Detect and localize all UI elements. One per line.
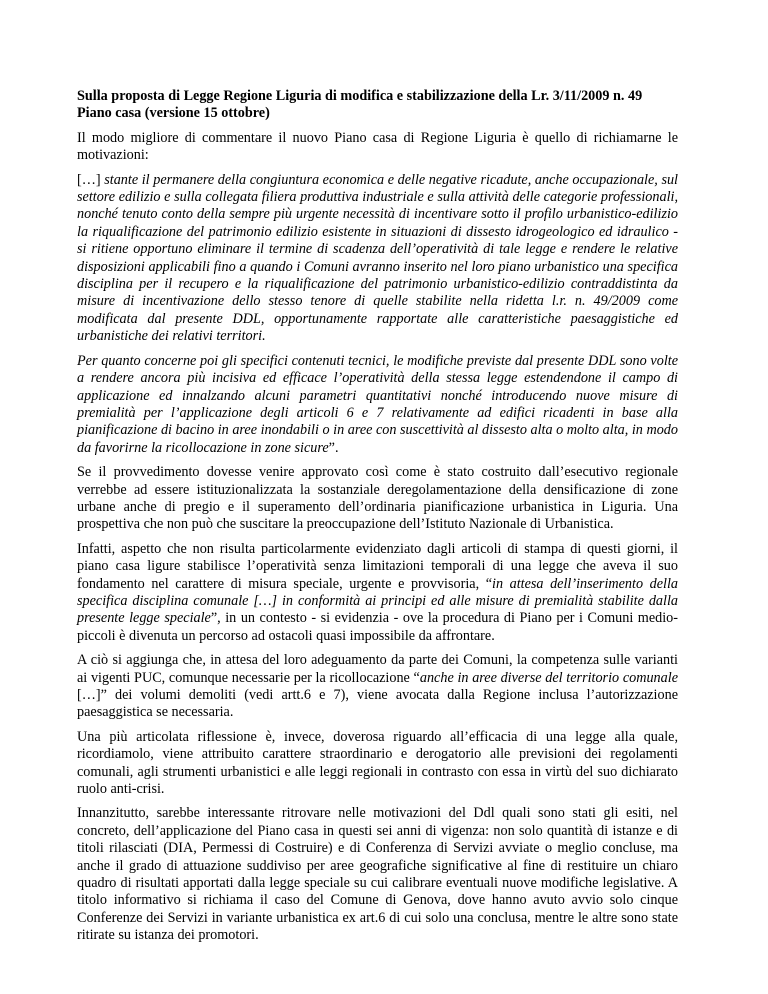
document-title: Sulla proposta di Legge Regione Liguria di modifica e stabilizzazione della Lr. 3/11/2009 n. 49 Piano casa (versione 15 ottobre) [77, 88, 643, 122]
quote-text: stante il permanere della congiuntura economica e delle negative ricadute, anche occupazionale, sul settore edilizio e sulla collegata filiera produttiva industriale e sulla attività delle categorie professionali, nonché tenuto conto della sempre più urgente necessità di incentivare sotto il profilo urbanistico-edilizio la riqualificazione del patrimonio edilizio esistente in situazioni di dissesto idrogeologico ed idraulico - si ritiene opportuno eliminare il termine di scadenza dell’operatività di tale legge e rendere le relative disposizioni applicabili fino a quando i Comuni avranno inserito nel loro piano urbanistico una specifica disciplina per il recupero e la riqualificazione del patrimonio urbanistico-edilizio contraddistinta da misure di incentivazione dello stesso tenore di quelle stabilite nella ridetta l.r. n. 49/2009 come modificata dal presente DDL, opportunamente rapportate alle caratteristiche paesaggistiche ed urbanistiche dei relativi territori. [77, 171, 679, 345]
quoted-law-text: in attesa dell’inserimento della specifica disciplina comunale […] in conformità ai principi ed alle misure di premialità stabilite dalla presente legge speciale [77, 575, 678, 627]
text-segment: […]” dei volumi demoliti (vedi artt.6 e 7), viene avocata dalla Regione inclusa l’autorizzazione paesaggistica se necessaria. [77, 687, 678, 721]
quote-technical-text: Per quanto concerne poi gli specifici contenuti tecnici, le modifiche previste dal presente DDL sono volte a rendere ancora più incisiva ed efficace l’operatività della stessa legge estendendone il campo di applicazione ed innalzando alcuni parametri quantitativi nonché introducendo nuove misure di premialità per l’applicazione degli articoli 6 e 7 relativamente ad edifici ricadenti in base alla pianificazione di bacino in aree inondabili o in aree con suscettività al dissesto alta o molto alta, in modo da favorirne la ricollocazione in zone sicure [77, 352, 678, 456]
text-segment: Infatti, aspetto che non risulta particolarmente evidenziato dagli articoli di stampa di questi giorni, il piano casa ligure stabilisce l’operatività senza limitazioni temporali di una legge che aveva il suo fondamento nel carattere di misura speciale, urgente e provvisoria, “ [77, 540, 678, 592]
text-segment: ”, in un contesto - si evidenzia - ove la procedura di Piano per i Comuni medio-piccoli è divenuta un percorso ad ostacoli quasi impossibile da affrontare. [77, 610, 678, 644]
paragraph-reflection: Una più articolata riflessione è, invece, doverosa riguardo all’efficacia di una legge alla quale, ricordiamolo, viene attribuito carattere straordinario e derogatorio alle previsioni dei regolamenti comunali, agli strumenti urbanistici e alle leggi regionali in contrasto con essa in virtù del suo dichiarato ruolo anti-crisi. [77, 728, 678, 798]
paragraph-operativity [77, 541, 678, 645]
text-segment: A ciò si aggiunga che, in attesa del loro adeguamento da parte dei Comuni, la competenza sulle varianti ai vigenti PUC, comunque necessarie per la ricollocazione “ [77, 652, 678, 686]
quote-technical [77, 353, 678, 457]
paragraph-outcomes: Innanzitutto, sarebbe interessante ritrovare nelle motivazioni del Ddl quali sono stati gli esiti, nel concreto, dell’applicazione del Piano casa in questi sei anni di vigenza: non solo quantità di istanze e di titoli rilasciati (DIA, Permessi di Costruire) e di Conferenza di Servizi avviate o meglio concluse, ma anche il grado di attuazione suddiviso per aree geografiche significative al fine di restituire un chiaro quadro di risultati apportati dalla legge speciale su cui calibrare eventuali nuove modifiche legislative. A titolo informativo si richiama il caso del Comune di Genova, dove hanno avuto avvio solo cinque Conferenze dei Servizi in variante urbanistica ex art.6 di cui solo una conclusa, mentre le altre sono state ritirate su istanza dei promotori. [77, 805, 678, 944]
quote-motivations [77, 172, 678, 346]
paragraph-intro: Il modo migliore di commentare il nuovo Piano casa di Regione Liguria è quello di richiamarne le motivazioni: [77, 129, 678, 164]
quoted-law-text: anche in aree diverse del territorio comunale [419, 669, 678, 686]
quote-open: […] [77, 171, 105, 188]
paragraph-competence [77, 652, 678, 722]
quote-close: ”. [328, 439, 339, 456]
paragraph-approval: Se il provvedimento dovesse venire approvato così come è stato costruito dall’esecutivo regionale verrebbe ad essere istituzionalizzata la sostanziale deregolamentazione della densificazione di zone urbane anche di pregio e il superamento dell’ordinaria pianificazione urbanistica in Liguria. Una prospettiva che non può che suscitare la preoccupazione dell’Istituto Nazionale di Urbanistica. [77, 464, 678, 533]
